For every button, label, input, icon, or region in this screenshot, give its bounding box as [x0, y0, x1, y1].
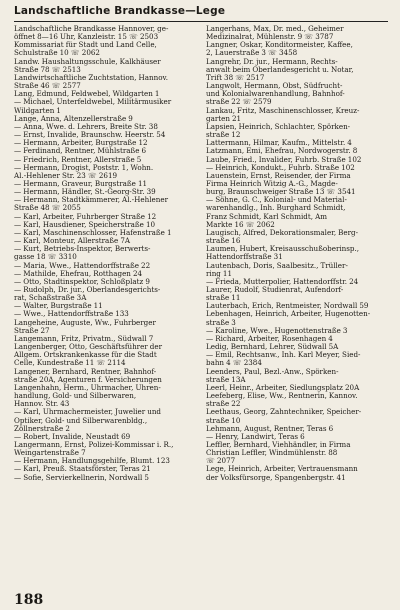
directory-entry: Laumen, Hubert, Kreisausschußoberinsp.,: [206, 244, 360, 254]
page-number: 188: [14, 592, 44, 608]
directory-entry: Langwolt, Hermann, Obst, Südfrucht-: [206, 81, 343, 91]
directory-entry: Zöllnerstraße 2: [14, 423, 70, 433]
directory-entry: Lang, Edmund, Feldwebel, Wildgarten 1: [14, 89, 160, 99]
directory-entry: straße 22: [206, 399, 241, 409]
directory-entry: rat, Schaßstraße 3A: [14, 293, 87, 303]
directory-entry: — Ferdinand, Rentner, Mühlstraße 6: [14, 146, 147, 156]
directory-entry: Laurer, Rudolf, Studienrat, Aufendorf-: [206, 285, 344, 294]
directory-entry: Straße 48 ☏ 2055: [14, 203, 81, 213]
directory-entry: Lauenstein, Ernst, Reisender, der Firma: [206, 170, 351, 180]
directory-entry: straße 10: [206, 415, 241, 425]
directory-entry: Laube, Fried., Invalider, Fuhrb. Straße 102: [206, 154, 362, 164]
directory-entry: — Hermann, Stadtkämmerer, Al.-Hehlener: [14, 195, 168, 205]
directory-entry: Leenders, Paul, Bezl.-Anw., Spörken-: [206, 366, 339, 376]
directory-entry: Laugisch, Alfred, Dekorationsmaler, Berg-: [206, 227, 359, 237]
directory-entry: Weingartenstraße 7: [14, 448, 86, 458]
directory-entry: — Anna, Wwe. d. Lehrers, Breite Str. 38: [14, 121, 158, 131]
directory-entry: — Söhne, G. C., Kolonial- und Material-: [206, 195, 347, 205]
directory-entry: straße 11: [206, 293, 241, 303]
directory-entry: handlung, Gold- und Silberwaren,: [14, 391, 137, 401]
left-column: [14, 25, 196, 593]
directory-entry: Lattermann, Hilmar, Kaufm., Mittelstr. 4: [206, 138, 352, 148]
directory-entry: Langemann, Fritz, Privatm., Südwall 7: [14, 333, 154, 343]
directory-entry: — Karl, Preuß. Staatsförster, Teras 21: [14, 464, 151, 474]
directory-entry: — Hermann, Graveur, Burgstraße 11: [14, 178, 148, 188]
directory-entry: — Frieda, Mutterpolier, Hattendorffstr. 24: [206, 276, 359, 286]
directory-entry: der Volksfürsorge, Spangenbergstr. 41: [206, 472, 346, 482]
directory-entry: und Kolonialwarenhandlung, Bahnhof-: [206, 89, 345, 99]
directory-entry: Al.-Hehlener Str. 23 ☏ 2619: [14, 170, 118, 180]
directory-entry: straße 12: [206, 130, 241, 140]
directory-entry: — Mathilde, Ehefrau, Rotthagen 24: [14, 268, 143, 278]
directory-entry: Latzmann, Emi, Ehefrau, Nordwogerstr. 8: [206, 146, 358, 156]
directory-entry: Celle, Kundestraße 11 ☏ 2114: [14, 358, 126, 368]
directory-entry: Lehmann, August, Rentner, Teras 6: [206, 423, 334, 433]
directory-entry: straße 3: [206, 317, 236, 327]
directory-entry: Hattendorffstraße 31: [206, 252, 283, 262]
directory-entry: Lege, Heinrich, Arbeiter, Vertrauensmann: [206, 464, 358, 474]
directory-entry: Lauterbach, Erich, Rentmeister, Nordwall 59: [206, 301, 369, 311]
directory-entry: straße 20A, Agenturen f. Versicherungen: [14, 374, 162, 384]
directory-entry: straße 16: [206, 236, 241, 246]
directory-entry: — Karl, Uhrmachermeister, Juwelier und: [14, 407, 161, 417]
running-head: Landschaftliche Brandkasse—Lege: [14, 5, 226, 17]
directory-entry: Straße 78 ☏ 2513: [14, 64, 81, 74]
directory-entry: Lebenhagen, Heinrich, Arbeiter, Hugenotten-: [206, 309, 371, 319]
header-rule: [14, 21, 388, 22]
directory-entry: ring 11: [206, 268, 233, 278]
directory-entry: — Emil, Rechtsanw., Inh. Karl Meyer, Sied-: [206, 350, 361, 360]
directory-entry: Lautenbach, Doris, Saalbesitz., Trüller-: [206, 260, 348, 270]
directory-entry: — Karl, Hausdiener, Speicherstraße 10: [14, 219, 156, 229]
directory-entry: anwalt beim Oberlandesgericht u. Notar,: [206, 64, 354, 74]
directory-entry: — Henry, Landwirt, Teras 6: [206, 431, 305, 441]
directory-entry: warenhandlg., Inh. Burghard Schmidt,: [206, 203, 346, 213]
directory-entry: — Richard, Arbeiter, Rosenhagen 4: [206, 333, 333, 343]
directory-entry: Trift 38 ☏ 2517: [206, 72, 265, 82]
right-column: [206, 25, 388, 593]
directory-entry: Lankau, Fritz, Maschinenschlosser, Kreuz-: [206, 105, 360, 115]
directory-entry: Kommissariat für Stadt und Land Celle,: [14, 40, 157, 50]
directory-entry: Landw. Haushaltungsschule, Kalkhäuser: [14, 56, 161, 66]
directory-entry: — Hermann, Handlungsgehilfe, Blumt. 123: [14, 456, 170, 466]
directory-entry: — Karoline, Wwe., Hugenottenstraße 3: [206, 325, 348, 335]
directory-entry: — Sofie, Servierkellnerin, Nordwall 5: [14, 472, 149, 482]
directory-entry: — Hermann, Drogist, Poststr. 1, Wohn.: [14, 162, 154, 172]
directory-entry: öffnet 8—16 Uhr, Kanzleistr. 15 ☏ 2503: [14, 32, 159, 42]
directory-entry: Langenhahn, Herm., Uhrmacher, Uhren-: [14, 382, 161, 392]
directory-entry: Markte 16 ☏ 2062: [206, 219, 275, 229]
directory-entry: Schulstraße 10 ☏ 2062: [14, 48, 100, 58]
directory-entry: Langener, Bernhard, Rentner, Bahnhof-: [14, 366, 157, 376]
directory-entry: — Walter, Burgstraße 11: [14, 301, 103, 311]
directory-entry: Langenberger, Otto, Geschäftsführer der: [14, 342, 162, 352]
directory-entry: — Karl, Arbeiter, Fuhrberger Straße 12: [14, 211, 157, 221]
directory-entry: — Hermann, Händler, St.-Georg-Str. 39: [14, 187, 156, 197]
directory-entry: — Heinrich, Kondukt., Fuhrb. Straße 102: [206, 162, 355, 172]
directory-entry: Leffler, Bernhard, Viehhändler, in Firma: [206, 439, 351, 449]
directory-entry: Leefeberg, Elise, Ww., Rentnerin, Kannov.: [206, 391, 358, 401]
directory-entry: — Hermann, Arbeiter, Burgstraße 12: [14, 138, 148, 148]
directory-entry: Allgem. Ortskrankenkasse für die Stadt: [14, 350, 157, 360]
directory-entry: Lapsien, Heinrich, Schlachter, Spörken-: [206, 121, 351, 131]
directory-entry: — Karl, Maschinenschlosser, Hafenstraße 1: [14, 227, 172, 237]
directory-entry: Wildgarten 1: [14, 105, 61, 115]
directory-entry: Langermann, Ernst, Polizei-Kommissar i. R.,: [14, 439, 174, 449]
directory-entry: Langeheine, Auguste, Ww., Fuhrberger: [14, 317, 156, 327]
directory-entry: Straße 27: [14, 325, 50, 335]
directory-entry: straße 13A: [206, 374, 246, 384]
directory-entry: burg, Braunschweiger Straße 13 ☏ 3541: [206, 187, 356, 197]
directory-entry: Langrehr, Dr. jur., Hermann, Rechts-: [206, 56, 338, 66]
directory-entry: Straße 46 ☏ 2577: [14, 81, 81, 91]
directory-entry: ☏ 2077: [206, 456, 236, 466]
directory-entry: Lange, Anna, Altenzellerstraße 9: [14, 113, 133, 123]
directory-entry: — Ernst, Invalide, Braunschw. Heerstr. 54: [14, 130, 166, 140]
directory-entry: — Maria, Wwe., Hattendorffstraße 22: [14, 260, 151, 270]
directory-entry: — Michael, Unterfeldwebel, Militärmusiker: [14, 97, 172, 107]
directory-entry: Franz Schmidt, Karl Schmidt, Am: [206, 211, 327, 221]
directory-entry: straße 22 ☏ 2579: [206, 97, 272, 107]
directory-entry: Landwirtschaftliche Zuchtstation, Hannov.: [14, 72, 168, 82]
page-header: [14, 5, 388, 19]
directory-entry: Langerhans, Max, Dr. med., Geheimer: [206, 25, 344, 33]
directory-entry: — Robert, Invalide, Neustadt 69: [14, 431, 131, 441]
directory-entry: 2, Lauerstraße 3 ☏ 3458: [206, 48, 298, 58]
directory-entry: — Kurt, Betriebs-Inspektor, Berwerts-: [14, 244, 151, 254]
directory-entry: Firma Heinrich Witzig A.-G., Magde-: [206, 178, 338, 188]
directory-entry: Hannov. Str. 43: [14, 399, 70, 409]
directory-entry: Medizinalrat, Mühlenstr. 9 ☏ 3787: [206, 32, 334, 42]
directory-entry: Ledig, Bernhard, Lehrer, Südwall 5A: [206, 342, 339, 352]
directory-entry: Langner, Oskar, Konditormeister, Kaffee,: [206, 40, 353, 50]
directory-entry: Landschaftliche Brandkasse Hannover, ge-: [14, 25, 169, 33]
directory-entry: — Friedrich, Rentner, Allerstraße 5: [14, 154, 142, 164]
directory-entry: Leethaus, Georg, Zahntechniker, Speicher-: [206, 407, 362, 417]
directory-entry: garten 21: [206, 113, 242, 123]
directory-entry: — Rudolph, Dr. jur., Oberlandesgerichts-: [14, 285, 161, 294]
directory-entry: — Karl, Monteur, Allerstraße 7A: [14, 236, 131, 246]
directory-entry: Christian Leffler, Windmühlenstr. 88: [206, 448, 338, 458]
directory-entry: Leerl, Heinr., Arbeiter, Siedlungsplatz 20A: [206, 382, 360, 392]
directory-columns: [14, 25, 388, 593]
directory-entry: gasse 18 ☏ 3310: [14, 252, 77, 262]
directory-entry: Optiker, Gold- und Silberwarenbldg.,: [14, 415, 148, 425]
directory-entry: — Wwe., Hattendorffstraße 133: [14, 309, 129, 319]
directory-entry: bahn 4 ☏ 2384: [206, 358, 262, 368]
directory-entry: — Otto, Stadtinspektor, Schloßplatz 9: [14, 276, 150, 286]
